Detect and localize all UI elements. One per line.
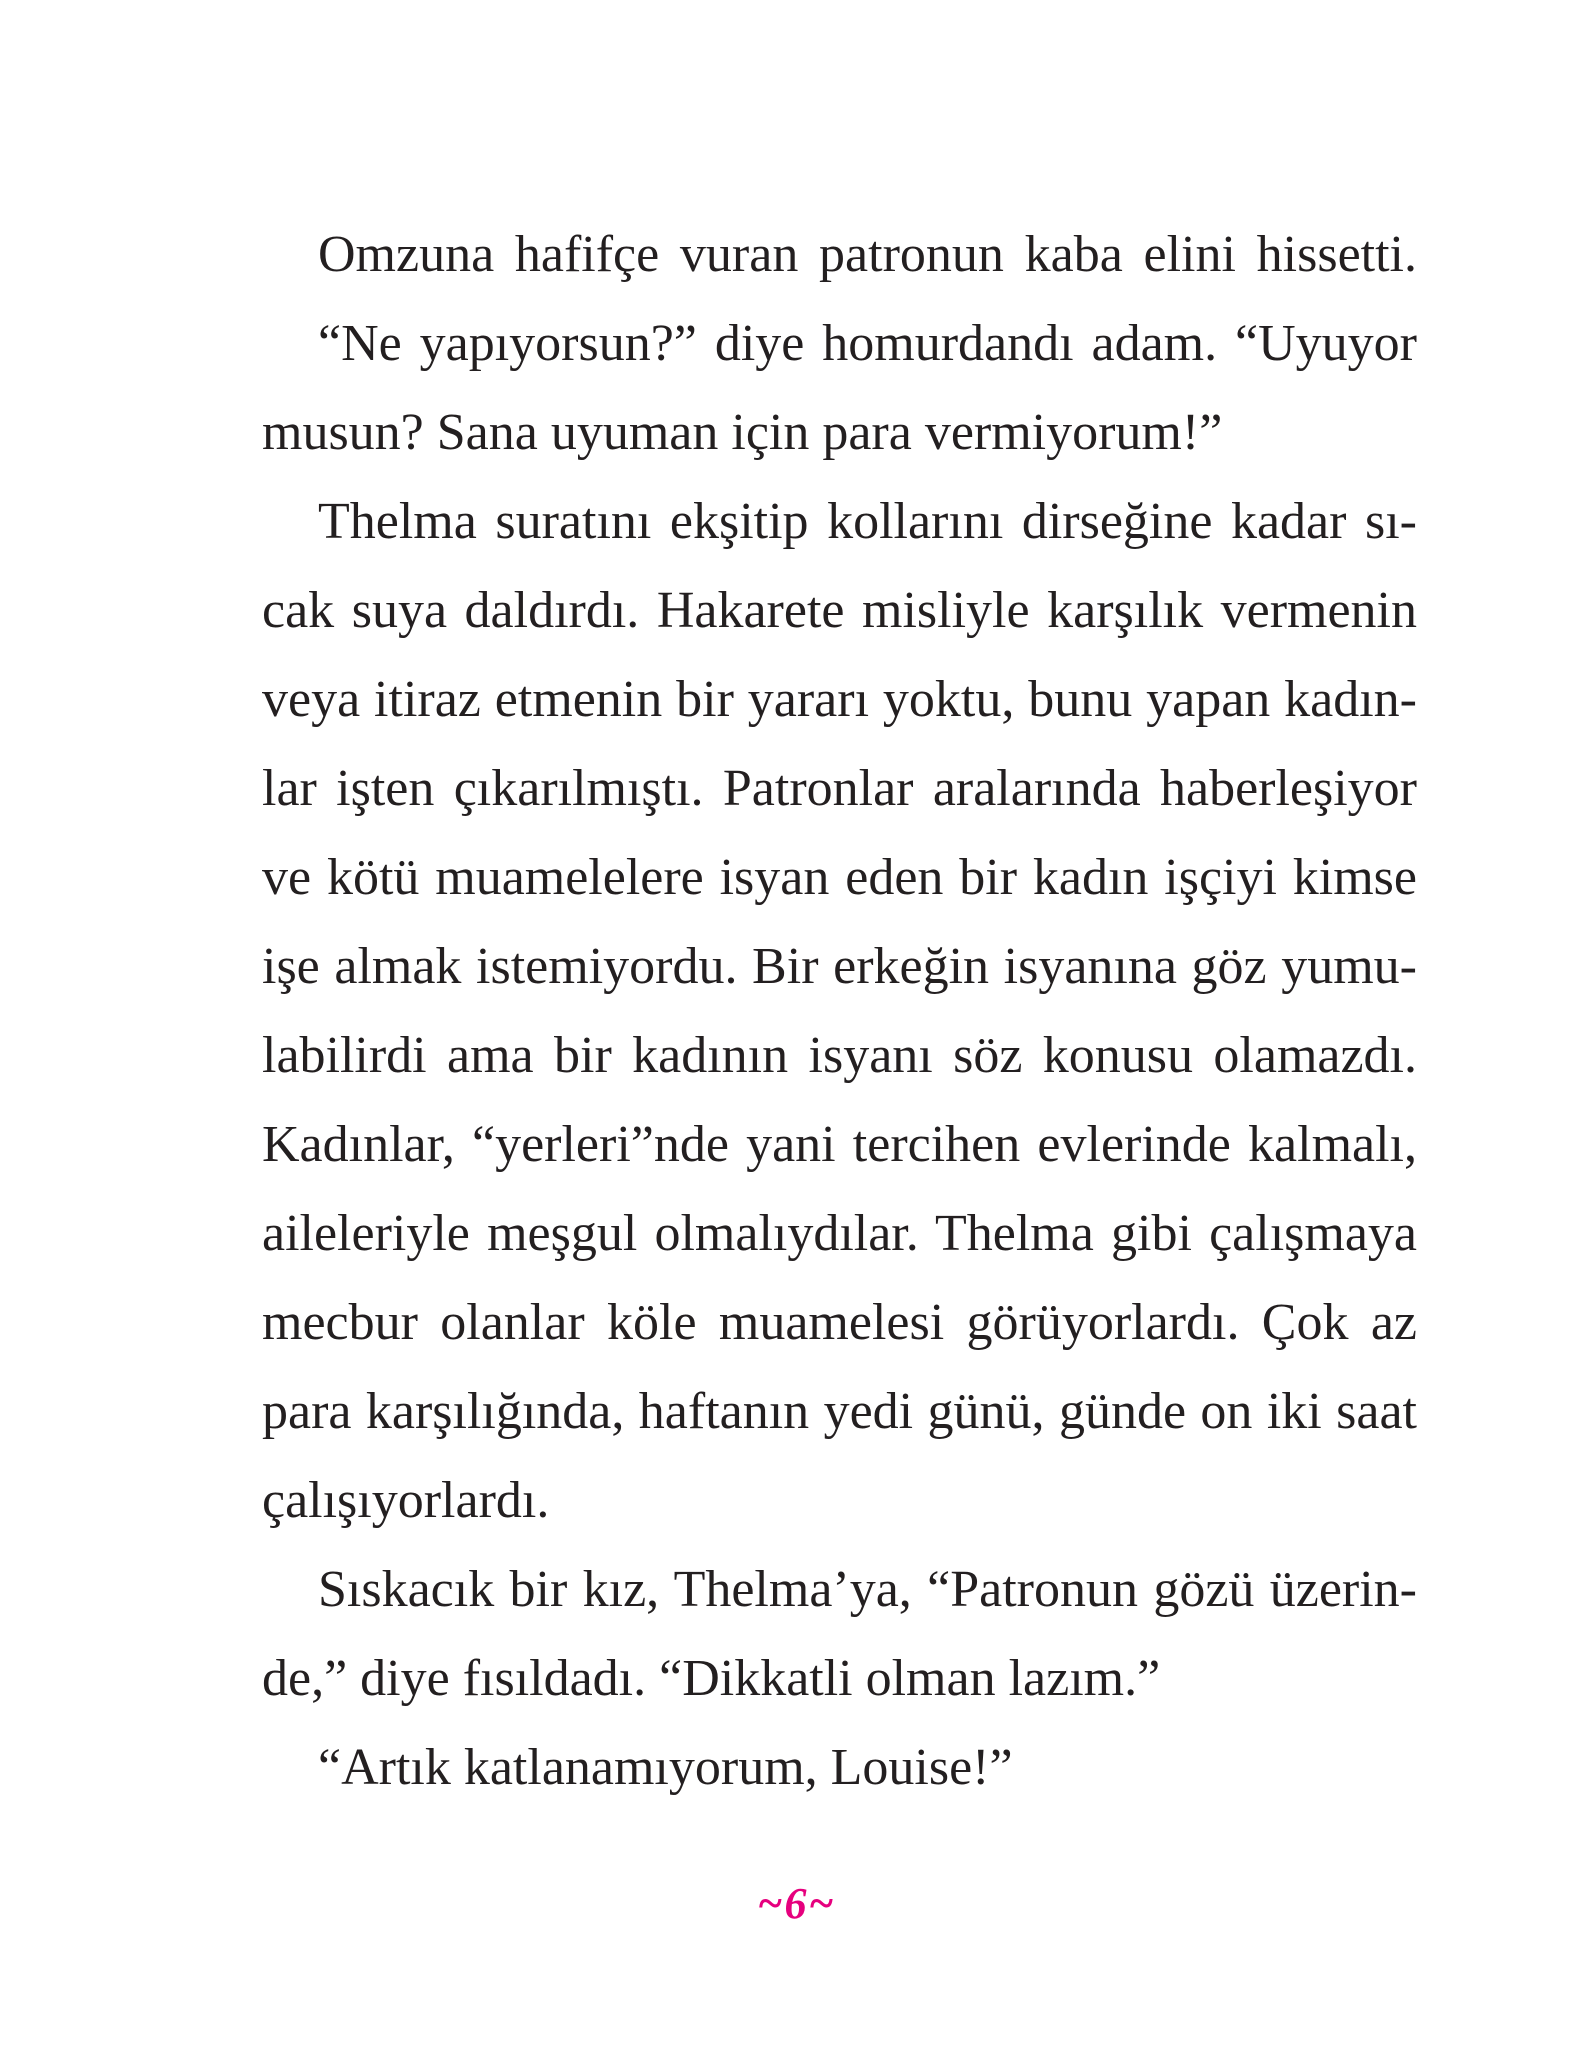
text-line: aileleriyle meşgul olmalıydılar. Thelma gibi çalışmaya xyxy=(262,1205,1417,1262)
text-line: lar işten çıkarılmıştı. Patronlar aralarında haberleşiyor xyxy=(262,760,1417,817)
body-text xyxy=(262,210,1417,1812)
text-line: labilirdi ama bir kadının isyanı söz konusu olamazdı. xyxy=(262,1027,1417,1084)
text-line: işe almak istemiyordu. Bir erkeğin isyanına göz yumu- xyxy=(262,938,1417,995)
text-line: Thelma suratını ekşitip kollarını dirseğine kadar sı- xyxy=(318,493,1417,550)
text-line: musun? Sana uyuman için para vermiyorum!” xyxy=(262,404,1223,461)
text-line: Omzuna hafifçe vuran patronun kaba elini hissetti. xyxy=(318,226,1417,283)
page-number: ~6~ xyxy=(757,1879,836,1928)
text-line: de,” diye fısıldadı. “Dikkatli olman lazım.” xyxy=(262,1650,1161,1707)
text-line: çalışıyorlardı. xyxy=(262,1472,550,1529)
text-line: mecbur olanlar köle muamelesi görüyorlardı. Çok az xyxy=(262,1294,1417,1351)
text-line: Kadınlar, “yerleri”nde yani tercihen evlerinde kalmalı, xyxy=(262,1116,1417,1173)
text-line: veya itiraz etmenin bir yararı yoktu, bunu yapan kadın- xyxy=(262,671,1417,728)
text-line: ve kötü muamelelere isyan eden bir kadın işçiyi kimse xyxy=(262,849,1417,906)
text-line: para karşılığında, haftanın yedi günü, günde on iki saat xyxy=(262,1383,1417,1440)
text-line: “Ne yapıyorsun?” diye homurdandı adam. “Uyuyor xyxy=(318,315,1417,372)
text-line: cak suya daldırdı. Hakarete misliyle karşılık vermenin xyxy=(262,582,1417,639)
text-line: “Artık katlanamıyorum, Louise!” xyxy=(318,1739,1013,1796)
text-line: Sıskacık bir kız, Thelma’ya, “Patronun gözü üzerin- xyxy=(318,1561,1417,1618)
